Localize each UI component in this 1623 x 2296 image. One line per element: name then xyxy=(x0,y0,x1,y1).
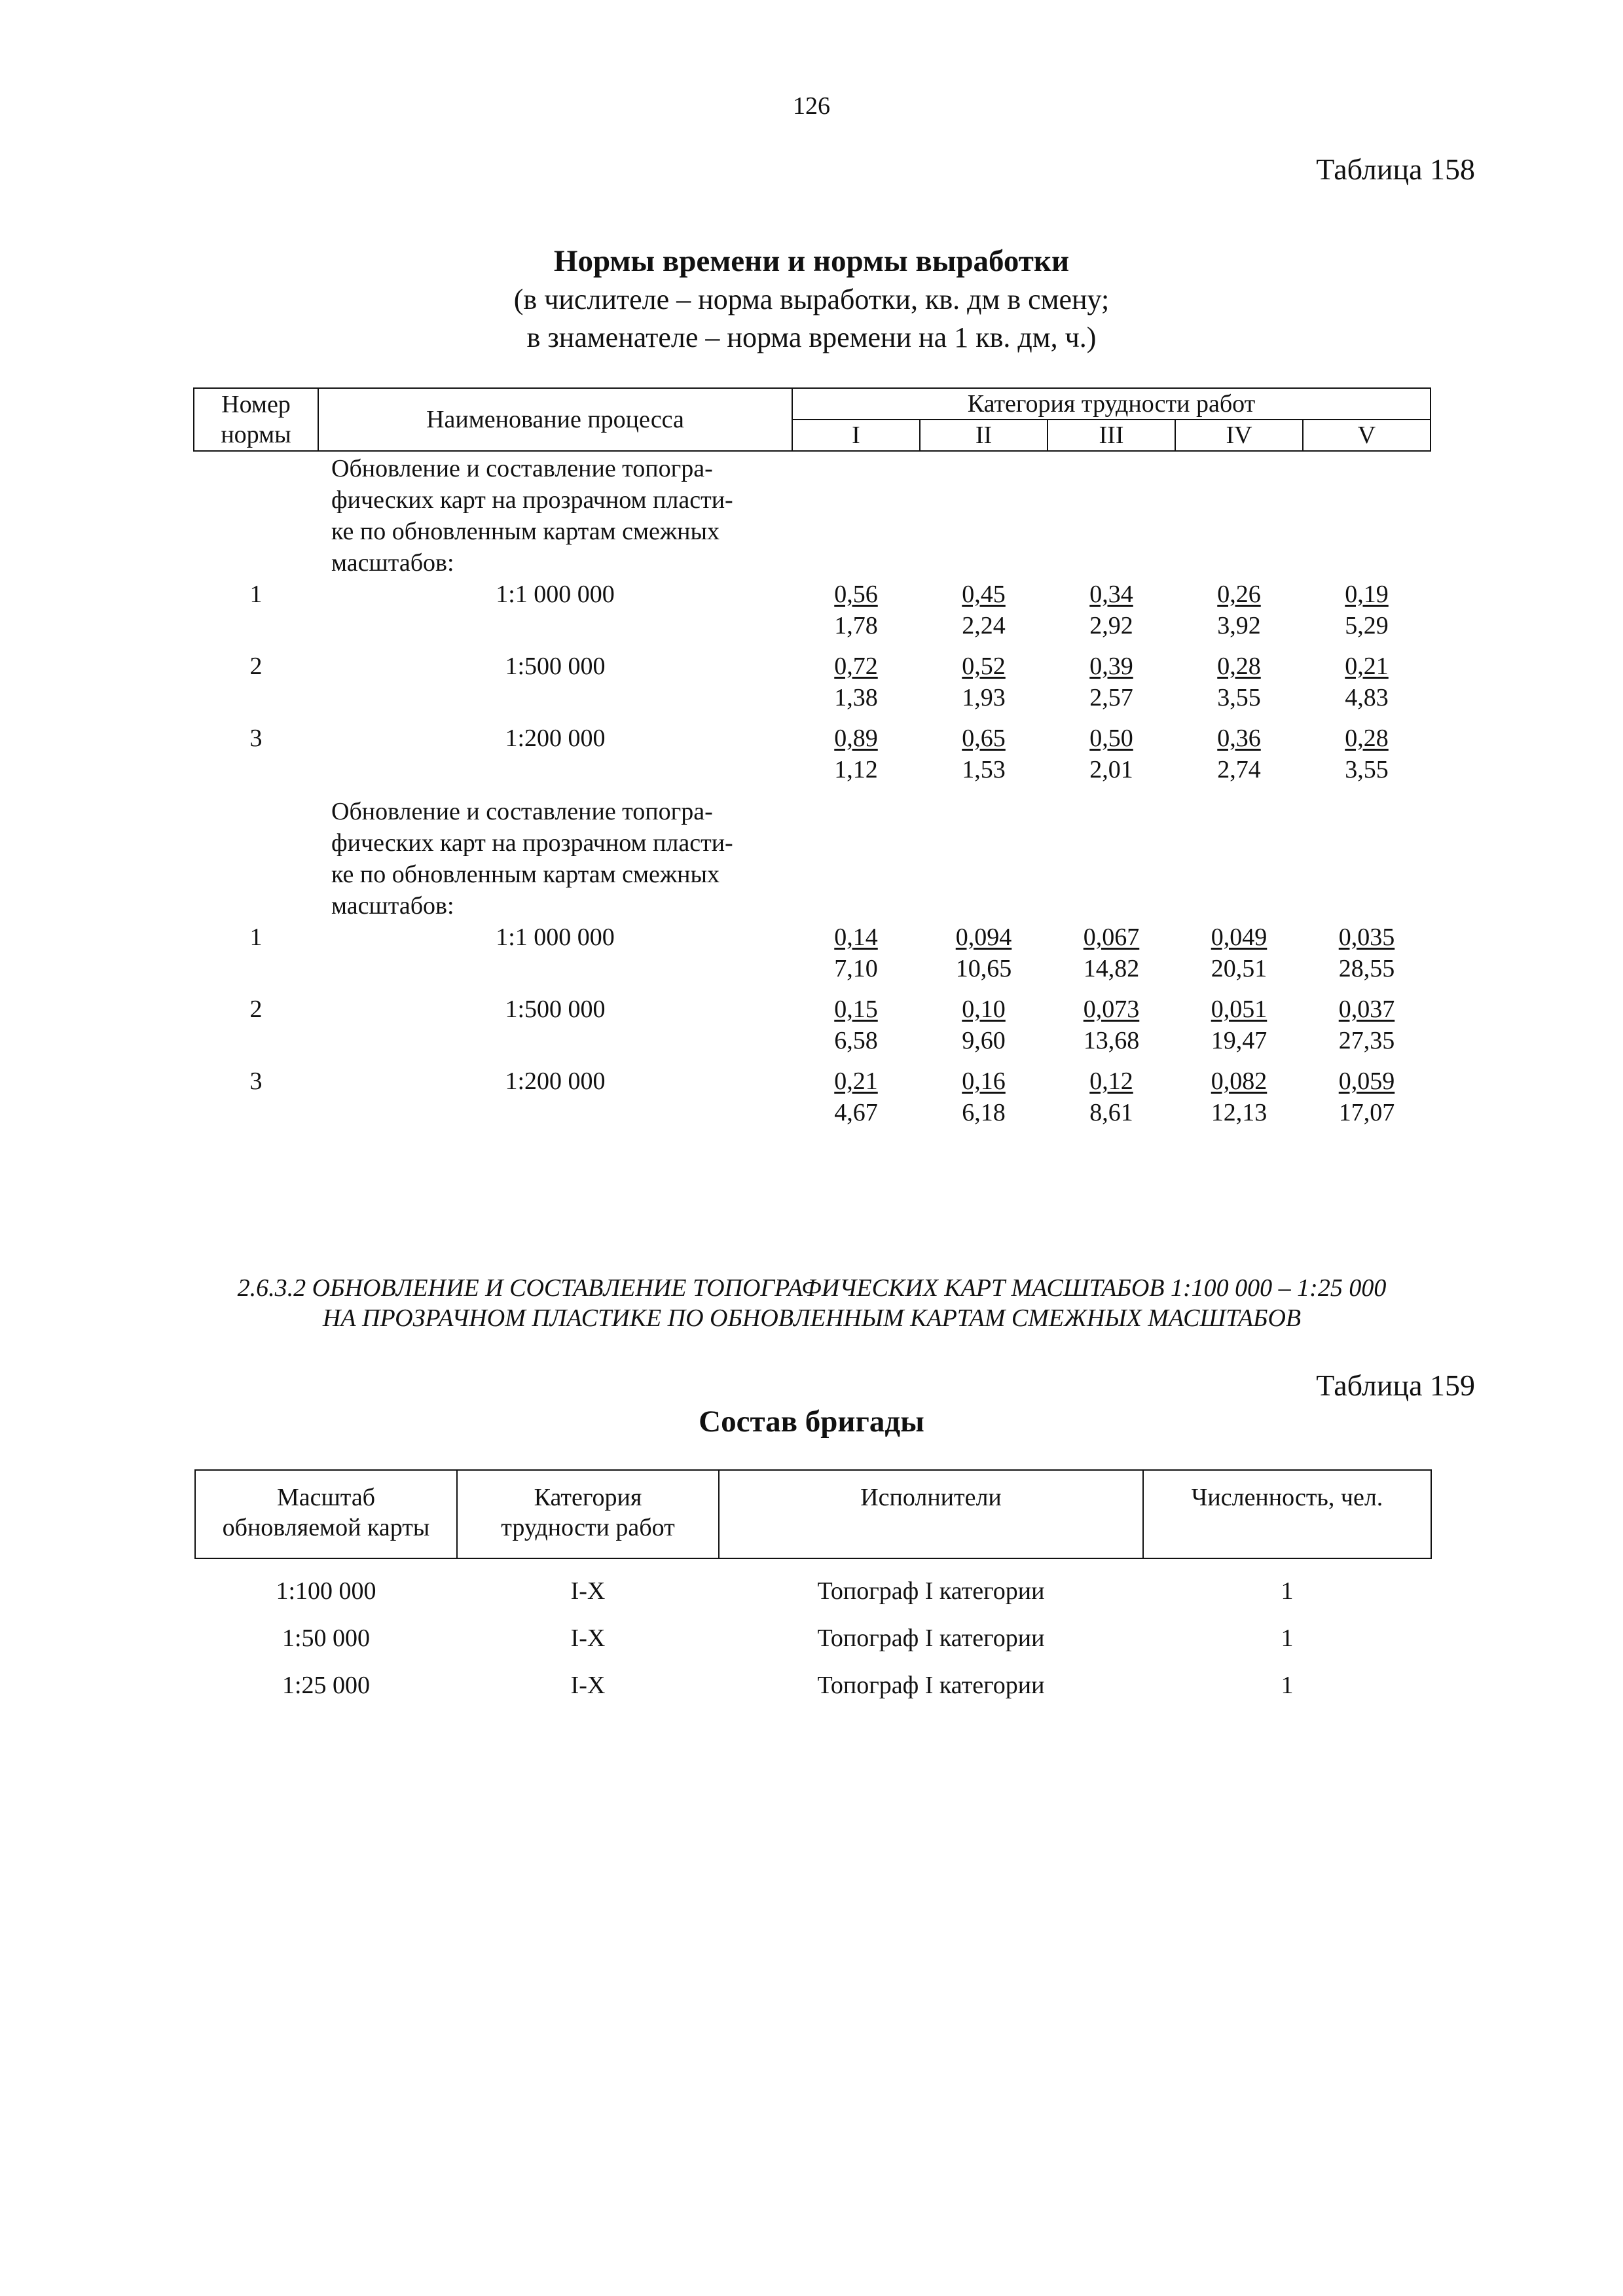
page-number: 126 xyxy=(793,92,830,120)
norm-value-cell xyxy=(1048,651,1175,723)
difficulty-cell: I-X xyxy=(570,1577,606,1605)
performer-cell: Топограф I категории xyxy=(817,1624,1045,1652)
norm-value-cell xyxy=(1175,922,1303,994)
process-description-line: фических карт на прозрачном пласти- xyxy=(331,486,733,514)
norm-value-cell xyxy=(792,994,920,1066)
crew-table xyxy=(194,1469,1432,1700)
process-description xyxy=(318,795,792,922)
norm-fraction xyxy=(1217,579,1261,641)
output-rate: 0,26 xyxy=(1217,581,1261,608)
time-norm: 6,58 xyxy=(834,1027,878,1054)
time-norm: 1,12 xyxy=(834,756,878,783)
output-rate: 0,035 xyxy=(1338,924,1395,951)
table-159-label: Таблица 159 xyxy=(1316,1369,1475,1402)
norm-value-cell xyxy=(1303,723,1431,795)
time-norm: 28,55 xyxy=(1338,955,1395,982)
time-norm: 7,10 xyxy=(834,955,878,982)
header-performers: Исполнители xyxy=(719,1470,1143,1558)
norm-row xyxy=(194,994,1431,1066)
header-scale-line1: Масштаб xyxy=(276,1484,376,1511)
time-norm: 2,92 xyxy=(1089,612,1133,639)
output-rate: 0,39 xyxy=(1089,653,1133,680)
map-scale: 1:500 000 xyxy=(505,653,606,680)
header-norm-number-line2: нормы xyxy=(221,421,291,448)
output-rate: 0,12 xyxy=(1089,1067,1133,1095)
output-rate: 0,051 xyxy=(1211,996,1267,1023)
norm-row xyxy=(194,723,1431,795)
output-rate: 0,19 xyxy=(1345,581,1389,608)
time-norm: 2,24 xyxy=(962,612,1006,639)
norm-number: 1 xyxy=(249,924,263,951)
norm-number: 1 xyxy=(249,581,263,608)
time-norm: 2,57 xyxy=(1089,684,1133,711)
headcount-cell: 1 xyxy=(1281,1624,1294,1652)
norm-fraction xyxy=(1345,723,1389,785)
norm-value-cell xyxy=(792,1066,920,1138)
output-rate: 0,15 xyxy=(834,996,878,1023)
time-norm: 14,82 xyxy=(1083,955,1140,982)
output-rate: 0,067 xyxy=(1083,924,1140,951)
output-rate: 0,34 xyxy=(1089,581,1133,608)
norm-value-cell xyxy=(920,579,1048,651)
norm-number: 2 xyxy=(249,996,263,1023)
time-norm: 5,29 xyxy=(1345,612,1389,639)
empty-cell xyxy=(920,795,1048,922)
norm-fraction xyxy=(1084,922,1140,984)
norm-fraction xyxy=(1217,723,1261,785)
norm-fraction xyxy=(834,579,878,641)
norm-value-cell xyxy=(920,651,1048,723)
output-rate: 0,14 xyxy=(834,924,878,951)
header-category: Категория трудности работ xyxy=(792,388,1431,420)
norm-value-cell xyxy=(1303,994,1431,1066)
norm-fraction xyxy=(834,723,878,785)
empty-cell xyxy=(792,795,920,922)
norm-value-cell xyxy=(1175,651,1303,723)
header-headcount: Численность, чел. xyxy=(1143,1470,1431,1558)
header-category-3: III xyxy=(1048,420,1175,451)
output-rate: 0,082 xyxy=(1211,1067,1267,1095)
norm-fraction xyxy=(1089,1066,1133,1128)
norm-fraction xyxy=(1345,651,1389,713)
header-category-1: I xyxy=(792,420,920,451)
output-rate: 0,50 xyxy=(1089,725,1133,752)
norm-fraction xyxy=(1339,1066,1395,1128)
norm-value-cell xyxy=(792,579,920,651)
norm-value-cell xyxy=(1048,994,1175,1066)
output-rate: 0,073 xyxy=(1083,996,1140,1023)
output-rate: 0,059 xyxy=(1338,1067,1395,1095)
output-rate: 0,45 xyxy=(962,581,1006,608)
norm-fraction xyxy=(962,723,1006,785)
map-scale: 1:1 000 000 xyxy=(496,924,615,951)
output-rate: 0,094 xyxy=(955,924,1012,951)
headcount-cell: 1 xyxy=(1281,1577,1294,1605)
process-description-line: Обновление и составление топогра- xyxy=(331,798,713,825)
norm-value-cell xyxy=(792,723,920,795)
empty-cell xyxy=(1048,451,1175,579)
norm-value-cell xyxy=(1048,922,1175,994)
norm-value-cell xyxy=(792,922,920,994)
norm-fraction xyxy=(1089,723,1133,785)
time-norm: 2,74 xyxy=(1217,756,1261,783)
header-difficulty-line2: трудности работ xyxy=(501,1514,675,1541)
output-rate: 0,72 xyxy=(834,653,878,680)
norm-row xyxy=(194,1066,1431,1138)
map-scale: 1:200 000 xyxy=(505,1067,606,1095)
norm-value-cell xyxy=(1303,651,1431,723)
norm-fraction xyxy=(834,1066,878,1128)
header-difficulty-line1: Категория xyxy=(534,1484,642,1511)
norm-fraction xyxy=(834,651,878,713)
map-scale: 1:1 000 000 xyxy=(496,581,615,608)
process-description-line: масштабов: xyxy=(331,892,454,920)
process-description-line: масштабов: xyxy=(331,549,454,577)
header-process-name: Наименование процесса xyxy=(318,388,792,451)
header-scale-line2: обновляемой карты xyxy=(222,1514,430,1541)
norm-fraction xyxy=(1089,651,1133,713)
norm-row xyxy=(194,579,1431,651)
process-description-row xyxy=(194,795,1431,922)
process-description-line: ке по обновленным картам смежных xyxy=(331,518,720,545)
output-rate: 0,56 xyxy=(834,581,878,608)
norm-row xyxy=(194,922,1431,994)
section-heading-line1: 2.6.3.2 ОБНОВЛЕНИЕ И СОСТАВЛЕНИЕ ТОПОГРАФИЧЕСКИХ КАРТ МАСШТАБОВ 1:100 000 – 1:25 000 xyxy=(237,1274,1387,1302)
norm-fraction xyxy=(1339,922,1395,984)
norm-value-cell xyxy=(1048,723,1175,795)
output-rate: 0,28 xyxy=(1345,725,1389,752)
table-158-title: Нормы времени и нормы выработки xyxy=(553,244,1070,278)
norm-fraction xyxy=(956,922,1012,984)
norm-value-cell xyxy=(1048,1066,1175,1138)
empty-cell xyxy=(1175,451,1303,579)
norm-value-cell xyxy=(1303,579,1431,651)
process-description-row xyxy=(194,451,1431,579)
scale-cell: 1:50 000 xyxy=(282,1624,371,1652)
norm-number-cell xyxy=(194,795,318,922)
empty-cell xyxy=(920,451,1048,579)
scale-cell: 1:25 000 xyxy=(282,1672,371,1699)
time-norm: 9,60 xyxy=(962,1027,1006,1054)
header-category-5: V xyxy=(1303,420,1431,451)
output-rate: 0,037 xyxy=(1338,996,1395,1023)
norm-number-cell xyxy=(194,451,318,579)
time-norm: 4,67 xyxy=(834,1099,878,1126)
empty-cell xyxy=(1303,451,1431,579)
norm-number: 2 xyxy=(249,653,263,680)
header-category-2: II xyxy=(920,420,1048,451)
norm-value-cell xyxy=(1175,994,1303,1066)
crew-table-body xyxy=(195,1558,1431,1700)
header-norm-number-line1: Номер xyxy=(221,391,291,418)
process-description xyxy=(318,451,792,579)
norm-value-cell xyxy=(1175,723,1303,795)
empty-cell xyxy=(1048,795,1175,922)
norm-number: 3 xyxy=(249,725,263,752)
norm-fraction xyxy=(834,922,878,984)
crew-row xyxy=(195,1606,1431,1653)
output-rate: 0,52 xyxy=(962,653,1006,680)
time-norm: 12,13 xyxy=(1211,1099,1267,1126)
norm-fraction xyxy=(834,994,878,1056)
output-rate: 0,10 xyxy=(962,996,1006,1023)
process-description-line: Обновление и составление топогра- xyxy=(331,455,713,482)
time-norm: 4,83 xyxy=(1345,684,1389,711)
section-heading-line2: НА ПРОЗРАЧНОМ ПЛАСТИКЕ ПО ОБНОВЛЕННЫМ КАРТАМ СМЕЖНЫХ МАСШТАБОВ xyxy=(322,1304,1302,1332)
norm-value-cell xyxy=(1175,579,1303,651)
time-norm: 20,51 xyxy=(1211,955,1267,982)
norm-fraction xyxy=(1084,994,1140,1056)
norm-value-cell xyxy=(920,1066,1048,1138)
norm-fraction xyxy=(1211,1066,1267,1128)
norm-fraction xyxy=(962,651,1006,713)
output-rate: 0,21 xyxy=(1345,653,1389,680)
table-158-label: Таблица 158 xyxy=(1316,152,1475,186)
time-norm: 27,35 xyxy=(1338,1027,1395,1054)
norm-fraction xyxy=(1211,994,1267,1056)
output-rate: 0,049 xyxy=(1211,924,1267,951)
output-rate: 0,21 xyxy=(834,1067,878,1095)
output-rate: 0,65 xyxy=(962,725,1006,752)
headcount-cell: 1 xyxy=(1281,1672,1294,1699)
section-heading xyxy=(118,1273,1506,1333)
difficulty-cell: I-X xyxy=(570,1672,606,1699)
time-norm: 1,38 xyxy=(834,684,878,711)
empty-cell xyxy=(1175,795,1303,922)
norm-fraction xyxy=(1339,994,1395,1056)
norm-value-cell xyxy=(1303,922,1431,994)
time-norm: 10,65 xyxy=(955,955,1012,982)
table-158-subtitle-line2: в знаменателе – норма времени на 1 кв. дм, ч.) xyxy=(526,321,1097,353)
norm-fraction xyxy=(962,579,1006,641)
empty-cell xyxy=(792,451,920,579)
norm-fraction xyxy=(1211,922,1267,984)
process-description-line: фических карт на прозрачном пласти- xyxy=(331,829,733,857)
time-norm: 2,01 xyxy=(1089,756,1133,783)
time-norm: 6,18 xyxy=(962,1099,1006,1126)
output-rate: 0,28 xyxy=(1217,653,1261,680)
time-norm: 3,92 xyxy=(1217,612,1261,639)
time-norm: 13,68 xyxy=(1083,1027,1140,1054)
norm-value-cell xyxy=(920,922,1048,994)
difficulty-cell: I-X xyxy=(570,1624,606,1652)
header-difficulty-category xyxy=(457,1470,719,1558)
norm-row xyxy=(194,651,1431,723)
time-norm: 19,47 xyxy=(1211,1027,1267,1054)
norm-fraction xyxy=(962,994,1006,1056)
norm-value-cell xyxy=(1048,579,1175,651)
time-norm: 17,07 xyxy=(1338,1099,1395,1126)
performer-cell: Топограф I категории xyxy=(817,1577,1045,1605)
crew-row xyxy=(195,1558,1431,1606)
table-158-subtitle-line1: (в числителе – норма выработки, кв. дм в смену; xyxy=(513,283,1110,315)
norm-value-cell xyxy=(920,994,1048,1066)
norm-value-cell xyxy=(1303,1066,1431,1138)
map-scale: 1:200 000 xyxy=(505,725,606,752)
norm-fraction xyxy=(962,1066,1006,1128)
header-scale xyxy=(195,1470,457,1558)
output-rate: 0,36 xyxy=(1217,725,1261,752)
norm-fraction xyxy=(1217,651,1261,713)
map-scale: 1:500 000 xyxy=(505,996,606,1023)
norm-number: 3 xyxy=(249,1067,263,1095)
output-rate: 0,16 xyxy=(962,1067,1006,1095)
crew-row xyxy=(195,1653,1431,1700)
output-rate: 0,89 xyxy=(834,725,878,752)
norm-fraction xyxy=(1345,579,1389,641)
norm-value-cell xyxy=(1175,1066,1303,1138)
norms-table xyxy=(193,387,1431,1138)
scale-cell: 1:100 000 xyxy=(276,1577,376,1605)
time-norm: 1,53 xyxy=(962,756,1006,783)
time-norm: 3,55 xyxy=(1345,756,1389,783)
table-159-title: Состав бригады xyxy=(699,1405,924,1439)
time-norm: 8,61 xyxy=(1089,1099,1133,1126)
time-norm: 3,55 xyxy=(1217,684,1261,711)
norm-fraction xyxy=(1089,579,1133,641)
process-description-line: ке по обновленным картам смежных xyxy=(331,861,720,888)
performer-cell: Топограф I категории xyxy=(817,1672,1045,1699)
norm-value-cell xyxy=(920,723,1048,795)
time-norm: 1,93 xyxy=(962,684,1006,711)
header-category-4: IV xyxy=(1175,420,1303,451)
norms-table-body xyxy=(194,451,1431,1138)
time-norm: 1,78 xyxy=(834,612,878,639)
norm-value-cell xyxy=(792,651,920,723)
header-norm-number xyxy=(194,388,318,451)
empty-cell xyxy=(1303,795,1431,922)
